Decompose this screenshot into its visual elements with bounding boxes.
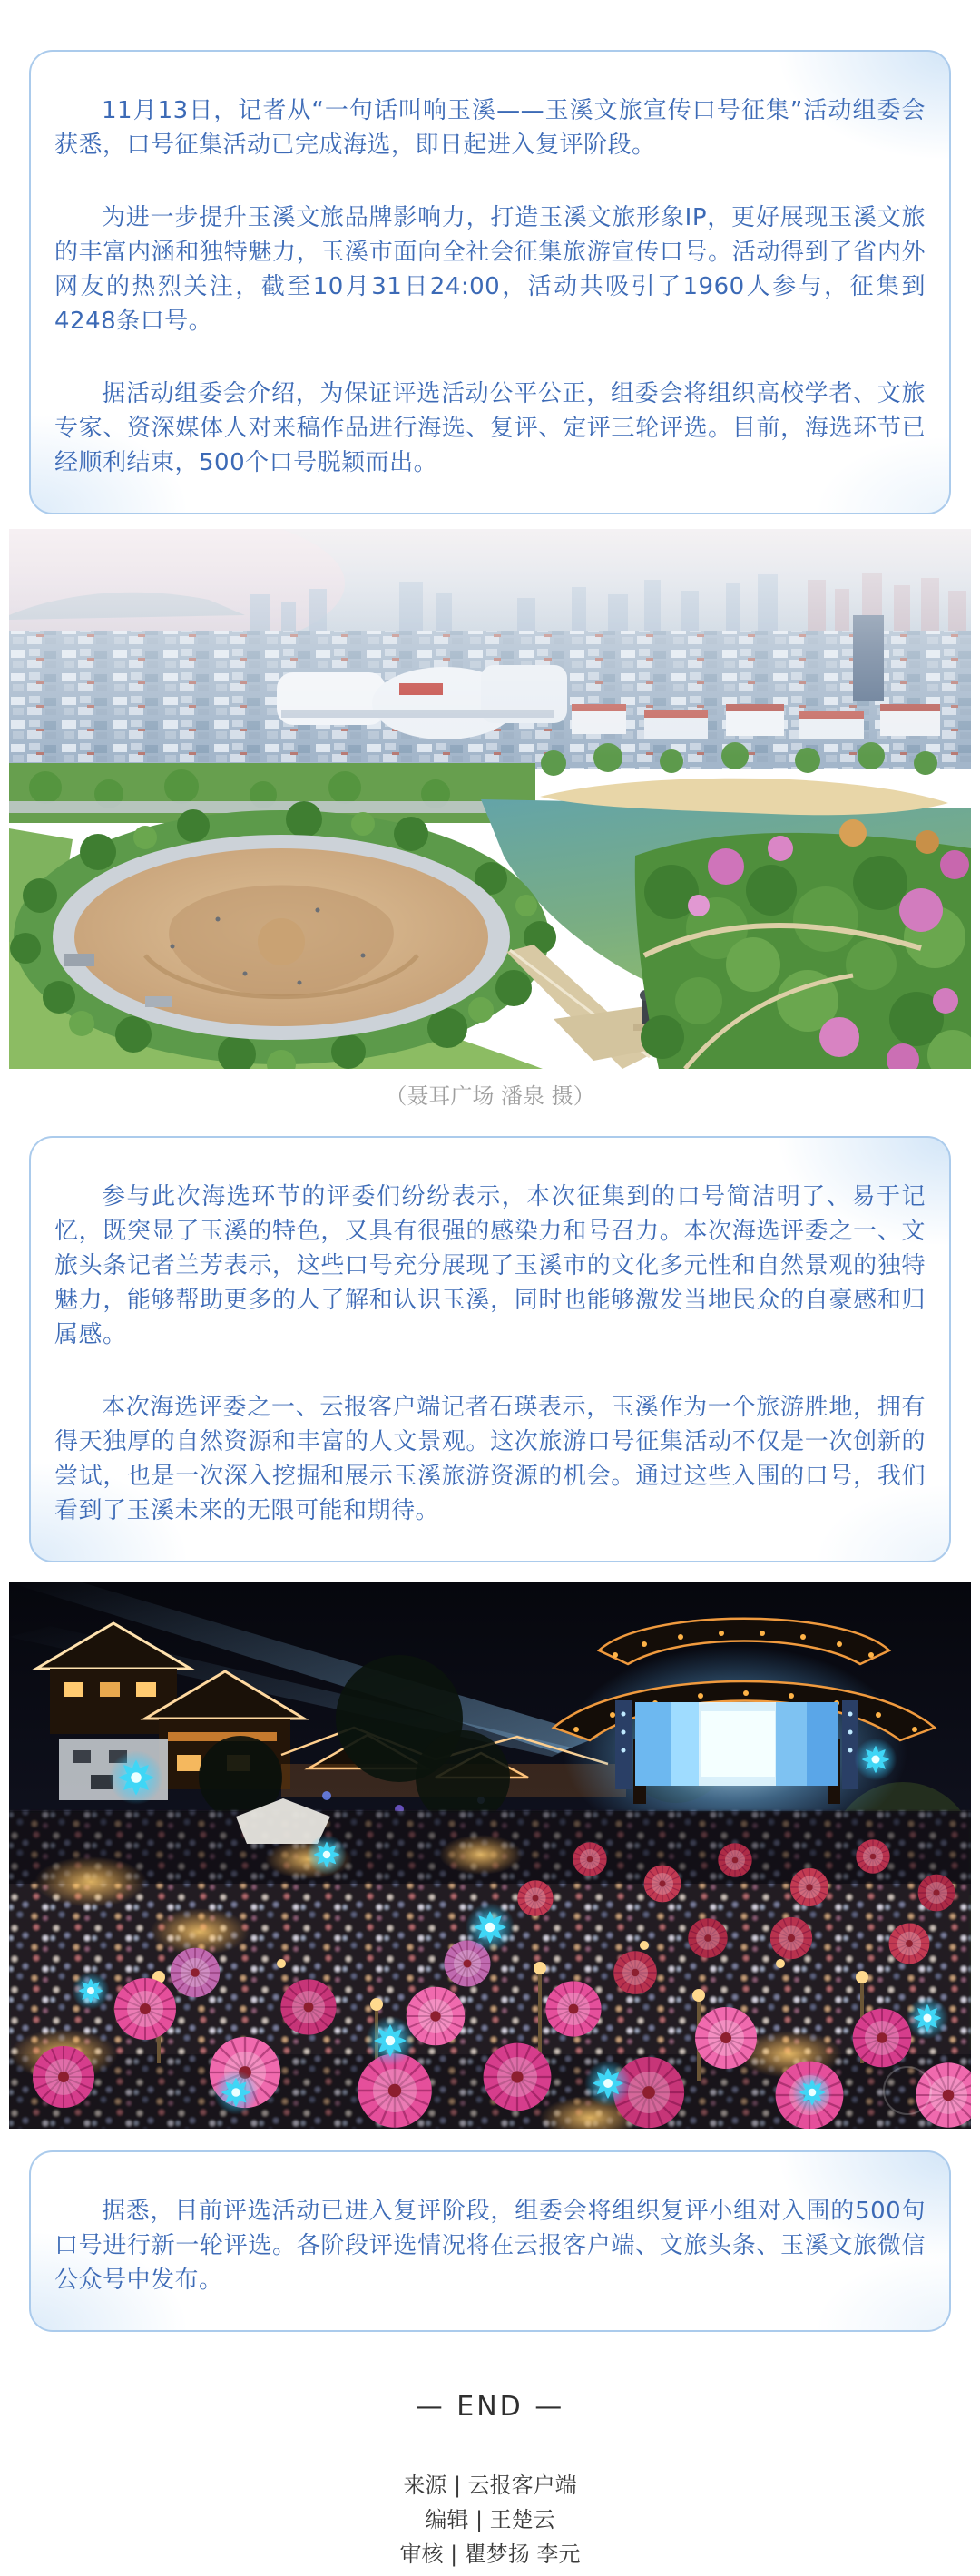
photo-nieer-square [9,529,971,1112]
article-paragraph: 为进一步提升玉溪文旅品牌影响力，打造玉溪文旅形象IP，更好展现玉溪文旅的丰富内涵和独特魅力，玉溪市面向全社会征集旅游宣传口号。活动得到了省内外网友的热烈关注，截至10月31日24:00，活动共吸引了1960人参与，征集到4248条口号。 [54,204,926,335]
article-paragraph: 11月13日，记者从“一句话叫响玉溪——玉溪文旅宣传口号征集”活动组委会获悉，口号征集活动已完成海选，即日起进入复评阶段。 [54,97,926,159]
credit-reviewer: 审核 | 瞿梦扬 李元 [399,2542,581,2567]
end-marker: — END — [415,2391,565,2423]
photo-caption: （聂耳广场 潘泉 摄） [385,1083,595,1109]
article-paragraph: 本次海选评委之一、云报客户端记者石瑛表示，玉溪作为一个旅游胜地，拥有得天独厚的自然资源和丰富的人文景观。这次旅游口号征集活动不仅是一次创新的尝试，也是一次深入挖掘和展示玉溪旅游资源的机会。通过这些入围的口号，我们看到了玉溪未来的无限可能和期待。 [54,1394,926,1524]
credit-source: 来源 | 云报客户端 [403,2473,577,2498]
nieer-square-island [10,801,556,1069]
credits-block [0,2468,980,2571]
night-market-illustration [9,1582,971,2129]
aerial-photo-illustration [9,529,971,1069]
credit-editor: 编辑 | 王楚云 [425,2507,555,2532]
intro-card [29,50,951,514]
photo-night-market [9,1582,971,2129]
judges-comments-card [29,1136,951,1562]
article-paragraph: 参与此次海选环节的评委们纷纷表示，本次征集到的口号简洁明了、易于记忆，既突显了玉溪的特色，又具有很强的感染力和号召力。本次海选评委之一、文旅头条记者兰芳表示，这些口号充分展现了玉溪市的文化多元性和自然景观的独特魅力，能够帮助更多的人了解和认识玉溪，同时也能够激发当地民众的自豪感和归属感。 [54,1183,926,1348]
article-page [0,50,980,2571]
article-paragraph: 据悉，目前评选活动已进入复评阶段，组委会将组织复评小组对入围的500句口号进行新一轮评选。各阶段评选情况将在云报客户端、文旅头条、玉溪文旅微信公众号中发布。 [54,2198,926,2294]
next-stage-card [29,2150,951,2332]
article-paragraph: 据活动组委会介绍，为保证评选活动公平公正，组委会将组织高校学者、文旅专家、资深媒体人对来稿作品进行海选、复评、定评三轮评选。目前，海选环节已经顺利结束，500个口号脱颖而出。 [54,380,926,476]
peninsula [635,819,971,1069]
